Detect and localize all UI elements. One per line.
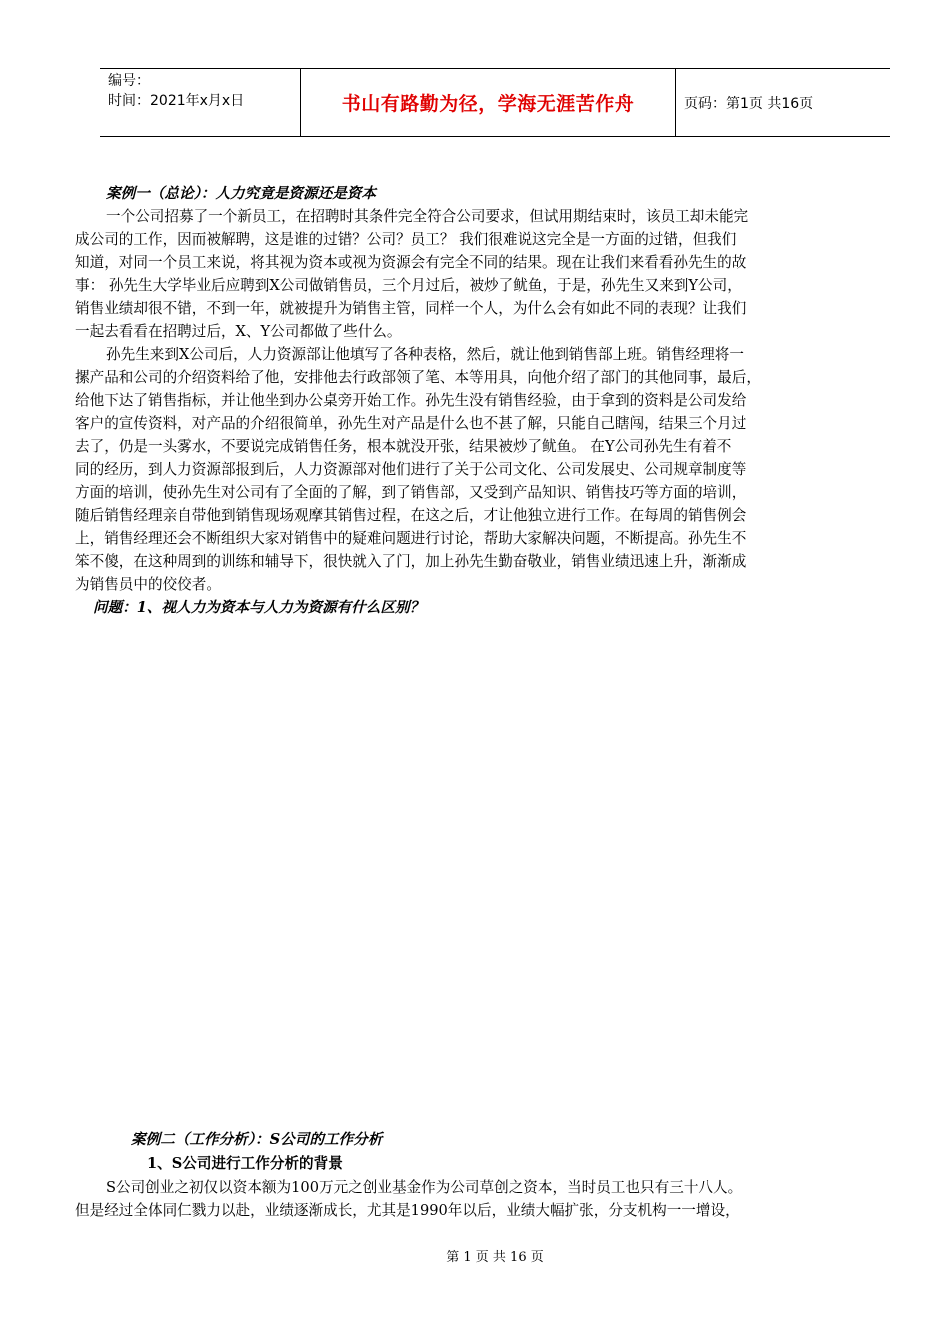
case1-line: 去了，仍是一头雾水，不要说完成销售任务，根本就没开张，结果被炒了鱿鱼。 在Y公司孙先生有着不	[75, 438, 732, 455]
page-header	[100, 68, 890, 137]
case1-line: 成公司的工作，因而被解聘，这是谁的过错？公司？员工？ 我们很难说这完全是一方面的过错，但我们	[75, 231, 737, 248]
case1-line: 销售业绩却很不错，不到一年，就被提升为销售主管，同样一个人，为什么会有如此不同的表现？让我们	[75, 300, 747, 317]
case1-line: 一个公司招募了一个新员工，在招聘时其条件完全符合公司要求，但试用期结束时，该员工却未能完	[106, 208, 749, 225]
case1-line: 为销售员中的佼佼者。	[75, 576, 221, 593]
case1-line: 上，销售经理还会不断组织大家对销售中的疑难问题进行讨论，帮助大家解决问题，不断提高。孙先生不	[75, 530, 747, 547]
page-footer: 第 1 页 共 16 页	[446, 1250, 544, 1265]
time-label: 时间：2021年x月x日	[108, 93, 245, 109]
case2-line: S公司创业之初仅以资本额为100万元之创业基金作为公司草创之资本，当时员工也只有三十八人。	[106, 1179, 743, 1196]
case1-line: 知道，对同一个员工来说，将其视为资本或视为资源会有完全不同的结果。现在让我们来看看孙先生的故	[75, 254, 747, 271]
case2-subtitle: 1、S公司进行工作分析的背景	[147, 1155, 343, 1172]
case1-line: 一起去看看在招聘过后，X、Y公司都做了些什么。	[75, 323, 402, 340]
case1-line: 孙先生来到X公司后，人力资源部让他填写了各种表格，然后，就让他到销售部上班。销售经理将一	[106, 346, 744, 363]
number-label: 编号：	[108, 73, 150, 89]
case1-line: 事： 孙先生大学毕业后应聘到X公司做销售员，三个月过后，被炒了鱿鱼，于是，孙先生又来到Y公司，	[75, 277, 742, 294]
case1-title: 案例一（总论）：人力究竟是资源还是资本	[106, 185, 376, 202]
case2-title: 案例二（工作分析）：S公司的工作分析	[131, 1131, 383, 1148]
case2-line: 但是经过全体同仁戮力以赴，业绩逐渐成长，尤其是1990年以后，业绩大幅扩张，分支机构一一增设，	[75, 1202, 740, 1219]
case1-line: 随后销售经理亲自带他到销售现场观摩其销售过程，在这之后，才让他独立进行工作。在每周的销售例会	[75, 507, 747, 524]
case1-line: 摞产品和公司的介绍资料给了他，安排他去行政部领了笔、本等用具，向他介绍了部门的其他同事，最后，	[75, 369, 761, 386]
case1-question: 问题：1、视人力为资本与人力为资源有什么区别？	[93, 599, 425, 616]
case1-line: 给他下达了销售指标，并让他坐到办公桌旁开始工作。孙先生没有销售经验，由于拿到的资料是公司发给	[75, 392, 747, 409]
case1-line: 同的经历，到人力资源部报到后，人力资源部对他们进行了关于公司文化、公司发展史、公司规章制度等	[75, 461, 747, 478]
case1-line: 客户的宣传资料，对产品的介绍很简单，孙先生对产品是什么也不甚了解，只能自己瞎闯，结果三个月过	[75, 415, 747, 432]
header-page-label: 页码：第1页 共16页	[684, 95, 814, 112]
header-motto: 书山有路勤为径，学海无涯苦作舟	[301, 69, 676, 136]
case1-line: 笨不傻，在这种周到的训练和辅导下，很快就入了门，加上孙先生勤奋敬业，销售业绩迅速上升，渐渐成	[75, 553, 747, 570]
case1-line: 方面的培训，使孙先生对公司有了全面的了解，到了销售部，又受到产品知识、销售技巧等方面的培训，	[75, 484, 747, 501]
header-meta	[100, 69, 301, 136]
